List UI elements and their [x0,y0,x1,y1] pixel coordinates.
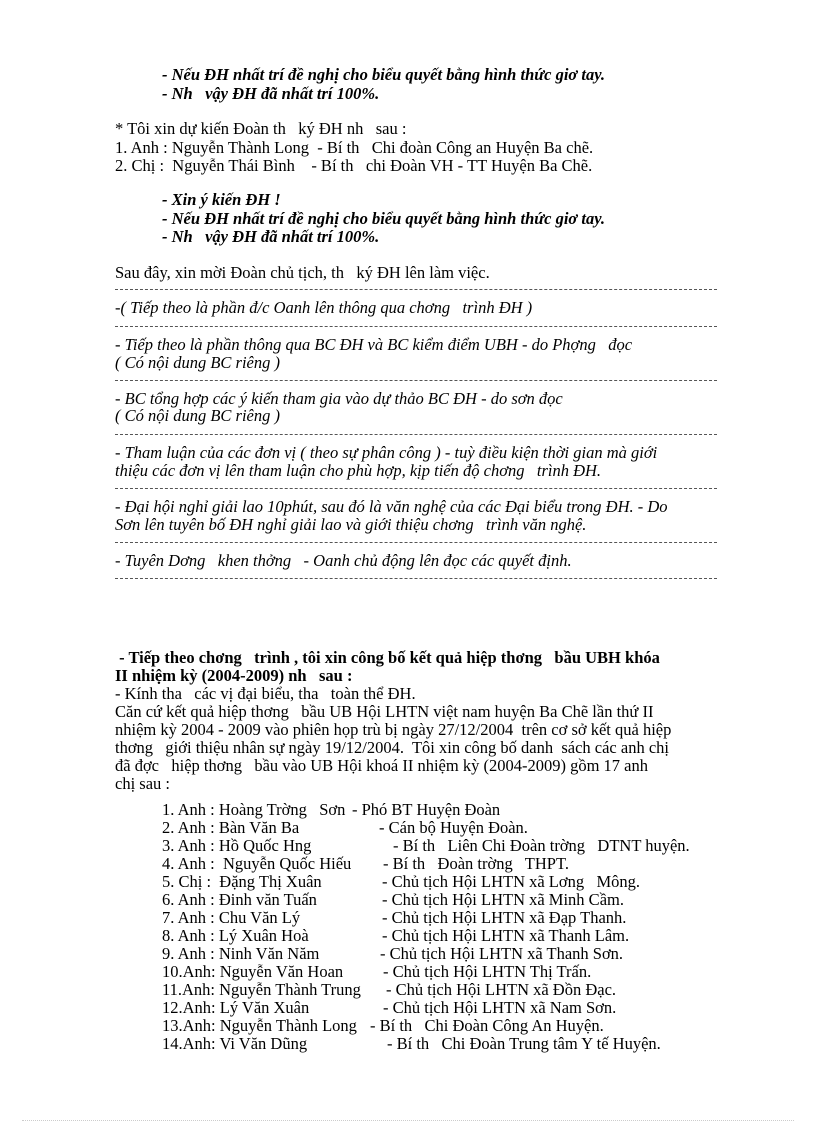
member-name: 6. Anh : Đinh văn Tuấn [162,890,317,909]
member-row [162,855,762,873]
member-name: 11.Anh: Nguyễn Thành Trung [162,980,361,999]
secretary-item: 1. Anh : Nguyễn Thành Long - Bí th Chi đoàn Công an Huyện Ba chẽ. [115,138,594,157]
member-role: - Chủ tịch Hội LHTN Thị Trấn. [383,962,592,981]
separator [115,542,717,543]
member-role: - Chủ tịch Hội LHTN xã Đạp Thanh. [382,908,627,927]
paragraph-line: chị sau : [115,774,170,793]
member-role: - Chủ tịch Hội LHTN xã Nam Sơn. [383,998,617,1017]
member-name: 3. Anh : Hồ Quốc Hng [162,836,312,855]
member-row [162,927,762,945]
section-heading: - Tiếp theo chơng trình , tôi xin công bố kết quả hiệp thơng bầu UBH khóa [115,648,660,667]
member-role: - Chủ tịch Hội LHTN xã Lơng Mông. [382,872,641,891]
member-role: - Chủ tịch Hội LHTN xã Đồn Đạc. [386,980,617,999]
separator [115,380,717,381]
ask-opinion-line: - Xin ý kiến ĐH ! [162,190,281,209]
member-row [162,873,762,891]
member-role: - Phó BT Huyện Đoàn [352,800,501,819]
member-row [162,801,762,819]
secretary-intro: * Tôi xin dự kiến Đoàn th ký ĐH nh sau : [115,119,407,138]
program-step: - Tuyên Dơng khen thởng - Oanh chủ động lên đọc các quyết định. [115,551,572,570]
separator [115,578,717,579]
program-step: - Đại hội nghỉ giải lao 10phút, sau đó là văn nghệ của các Đại biểu trong ĐH. - Do [115,497,668,516]
page-bottom-rule [22,1120,794,1121]
member-role: - Chủ tịch Hội LHTN xã Thanh Lâm. [382,926,630,945]
vote-line: - Nếu ĐH nhất trí đề nghị cho biểu quyết bằng hình thức giơ tay. [162,65,606,84]
member-row [162,909,762,927]
secretary-item: 2. Chị : Nguyễn Thái Bình - Bí th chi Đoàn VH - TT Huyện Ba Chẽ. [115,156,593,175]
vote-line: - Nếu ĐH nhất trí đề nghị cho biểu quyết bằng hình thức giơ tay. [162,209,606,228]
program-step: thiệu các đơn vị lên tham luận cho phù hợp, kịp tiến độ chơng trình ĐH. [115,461,602,480]
program-step: - Tiếp theo là phần thông qua BC ĐH và BC kiểm điểm UBH - do Phợng đọc [115,335,633,354]
member-row [162,837,762,855]
member-row [162,999,762,1017]
vote-result-line: - Nh vậy ĐH đã nhất trí 100%. [162,227,380,246]
program-step-note: ( Có nội dung BC riêng ) [115,353,280,372]
program-step-note: ( Có nội dung BC riêng ) [115,406,280,425]
paragraph-line: thơng giới thiệu nhân sự ngày 19/12/2004. Tôi xin công bố danh sách các anh chị [115,738,669,757]
member-name: 12.Anh: Lý Văn Xuân [162,998,310,1017]
program-step: - BC tổng hợp các ý kiến tham gia vào dự thảo BC ĐH - do sơn đọc [115,389,563,408]
separator [115,434,717,435]
vote-result-line: - Nh vậy ĐH đã nhất trí 100%. [162,84,380,103]
paragraph-line: Căn cứ kết quả hiệp thơng bầu UB Hội LHTN việt nam huyện Ba Chẽ lần thứ II [115,702,654,721]
member-row [162,1035,762,1053]
member-role: - Chủ tịch Hội LHTN xã Minh Cầm. [382,890,624,909]
member-role: - Cán bộ Huyện Đoàn. [379,818,528,837]
paragraph-line: đã đợc hiệp thơng bầu vào UB Hội khoá II nhiệm kỳ (2004-2009) gồm 17 anh [115,756,648,775]
member-name: 13.Anh: Nguyễn Thành Long [162,1016,357,1035]
greeting-line: - Kính tha các vị đại biểu, tha toàn thể ĐH. [115,684,416,703]
member-row [162,891,762,909]
program-step: Sơn lên tuyên bố ĐH nghỉ giải lao và giới thiệu chơng trình văn nghệ. [115,515,587,534]
separator [115,488,717,489]
member-row [162,981,762,999]
member-name: 14.Anh: Vi Văn Dũng [162,1034,308,1053]
program-step: - Tham luận của các đơn vị ( theo sự phân công ) - tuỳ điều kiện thời gian mà giới [115,443,658,462]
member-name: 8. Anh : Lý Xuân Hoà [162,926,309,945]
member-row [162,963,762,981]
program-step: -( Tiếp theo là phần đ/c Oanh lên thông qua chơng trình ĐH ) [115,298,533,317]
member-name: 4. Anh : Nguyễn Quốc Hiếu [162,854,352,873]
member-role: - Bí th Chi Đoàn Trung tâm Y tế Huyện. [387,1034,661,1053]
member-name: 10.Anh: Nguyễn Văn Hoan [162,962,344,981]
member-name: 7. Anh : Chu Văn Lý [162,908,301,927]
member-row [162,819,762,837]
member-role: - Bí th Liên Chi Đoàn trờng DTNT huyện. [393,836,690,855]
member-name: 2. Anh : Bàn Văn Ba [162,818,300,837]
paragraph-line: nhiệm kỳ 2004 - 2009 vào phiên họp trù bị ngày 27/12/2004 trên cơ sở kết quả hiệp [115,720,672,739]
member-role: - Chủ tịch Hội LHTN xã Thanh Sơn. [380,944,624,963]
member-role: - Bí th Đoàn trờng THPT. [383,854,569,873]
member-name: 5. Chị : Đặng Thị Xuân [162,872,322,891]
member-name: 9. Anh : Ninh Văn Năm [162,944,320,963]
separator [115,289,717,290]
section-heading: II nhiệm kỳ (2004-2009) nh sau : [115,666,353,685]
member-name: 1. Anh : Hoàng Trờng Sơn [162,800,346,819]
invite-line: Sau đây, xin mời Đoàn chủ tịch, th ký ĐH lên làm việc. [115,263,490,282]
member-row [162,945,762,963]
member-row [162,1017,762,1035]
member-role: - Bí th Chi Đoàn Công An Huyện. [370,1016,604,1035]
separator [115,326,717,327]
